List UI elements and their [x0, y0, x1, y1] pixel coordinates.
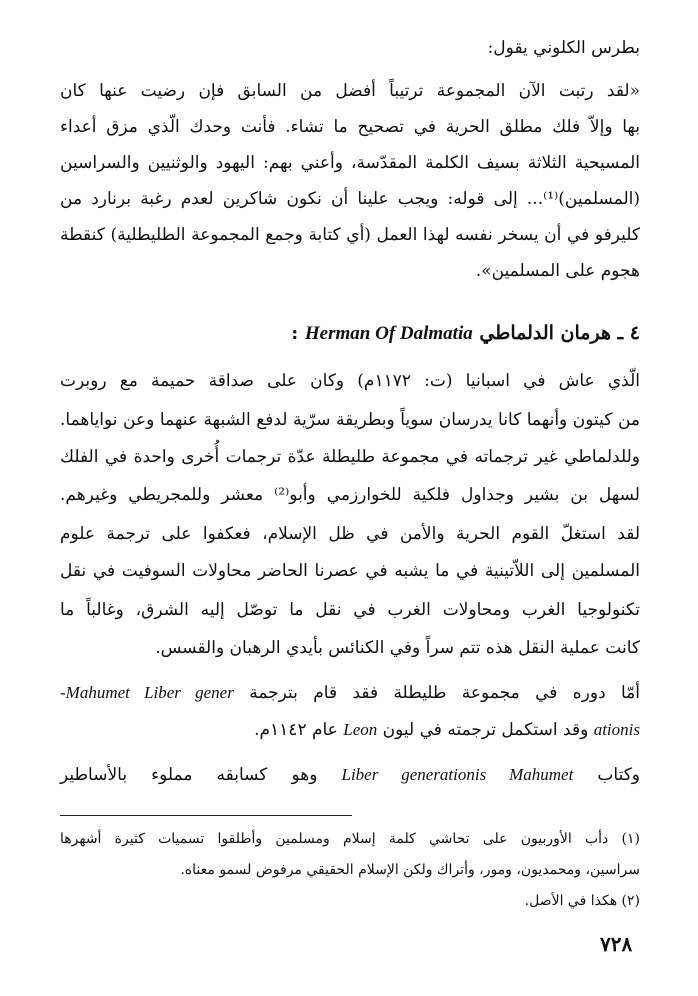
- body-line-5: لقد استغلّ القوم الحرية والأمن في ظل الإسلام، فعكفوا على ترجمة علوم: [60, 524, 640, 544]
- body-line-7: تكنولوجيا الغرب ومحاولات الغرب في نقل ما توصّل إليه الشرق، وغالباً ما: [60, 600, 640, 620]
- para3-line: [60, 765, 640, 785]
- para2-line-1: [60, 683, 640, 703]
- para3-arabic-a: وكتاب: [597, 765, 641, 785]
- intro-line: بطرس الكلوني يقول:: [487, 38, 640, 58]
- footnote-2: (٢) هكذا في الأصل.: [524, 893, 640, 909]
- para2-arabic-1: أمّا دوره في مجموعة طليطلة فقد قام بترجمة: [249, 683, 640, 703]
- body-line-3: وللدلماطي غير ترجماته في مجموعة طليطلة عدّة ترجمات أُخرى واحدة في الفلك: [60, 447, 640, 467]
- para3-latin: Liber generationis Mahumet: [341, 765, 574, 784]
- para2-latin-leon: Leon: [343, 720, 378, 739]
- page-number: ٧٢٨: [600, 932, 633, 956]
- body-line-1: الّذي عاش في اسبانيا (ت: ١١٧٢م) وكان على صداقة حميمة مع روبرت: [60, 371, 640, 391]
- quote-line-1: «لقد رتبت الآن المجموعة ترتيباً أفضل من السابق فإن رضيت عنها كان: [60, 81, 640, 101]
- footnote-divider: [60, 815, 352, 816]
- footnote-1-line-1: (١) دأب الأوربيون على تحاشي كلمة إسلام ومسلمين وأطلقوا تسميات كثيرة أشهرها: [60, 831, 640, 847]
- para2-arabic-2b: عام ١١٤٢م.: [254, 720, 338, 740]
- body-line-8: كانت عملية النقل هذه تتم سراً وفي الكنائس بأيدي الرهبان والقسس.: [155, 638, 640, 658]
- para2-line-2: [60, 720, 640, 740]
- quote-line-5: كليرفو في أن يسخر نفسه لهذا العمل (أي كتابة وجمع المجموعة الطليطلية) كنقطة: [60, 225, 640, 245]
- section-latin-name: Herman Of Dalmatia: [304, 323, 473, 344]
- body-line-4: لسهل بن بشير وجداول فلكية للخوارزمي وأبو⁽²⁾ معشر وللمجريطي وغيرهم.: [60, 485, 640, 505]
- quote-line-2: بها وإلاّ فلك مطلق الحرية في تصحيح ما تشاء. فأنت وحدك الّذي مزق أعداء: [60, 117, 640, 137]
- body-line-2: من كيتون وأنهما كانا يدرسان سوياً وبطريقة سرّية لدفع الشبهة عنهما وعن نواياهما.: [60, 410, 640, 430]
- quote-line-4: (المسلمين)⁽¹⁾... إلى قوله: ويجب علينا أن نكون شاكرين لعدم رغبة برنارد من: [60, 189, 640, 209]
- body-line-6: المسلمين إلى اللاّتينية في ما يشبه في عصرنا الحاضر محاولات السوفيت في نقل: [60, 561, 640, 581]
- section-colon: :: [291, 322, 299, 344]
- quote-line-3: المسيحية الثلاثة بسيف الكلمة المقدّسة، وأعني بهم: اليهود والوثنيين والسراسين: [60, 153, 640, 173]
- quote-line-6: هجوم على المسلمين».: [475, 261, 640, 281]
- para2-latin-1: Mahumet Liber gener-: [60, 683, 234, 702]
- section-heading: [60, 322, 640, 345]
- para3-arabic-b: وهو كسابقه مملوء بالأساطير: [60, 765, 318, 785]
- para2-arabic-2a: وقد استكمل ترجمته في ليون: [382, 720, 589, 740]
- para2-latin-2: ationis: [593, 720, 640, 739]
- footnote-1-line-2: سراسين، ومحمديون، ومور، وأتراك ولكن الإسلام الحقيقي مرفوض لسمو معناه.: [180, 862, 640, 878]
- section-number-title: ٤ ـ هرمان الدلماطي: [479, 322, 640, 344]
